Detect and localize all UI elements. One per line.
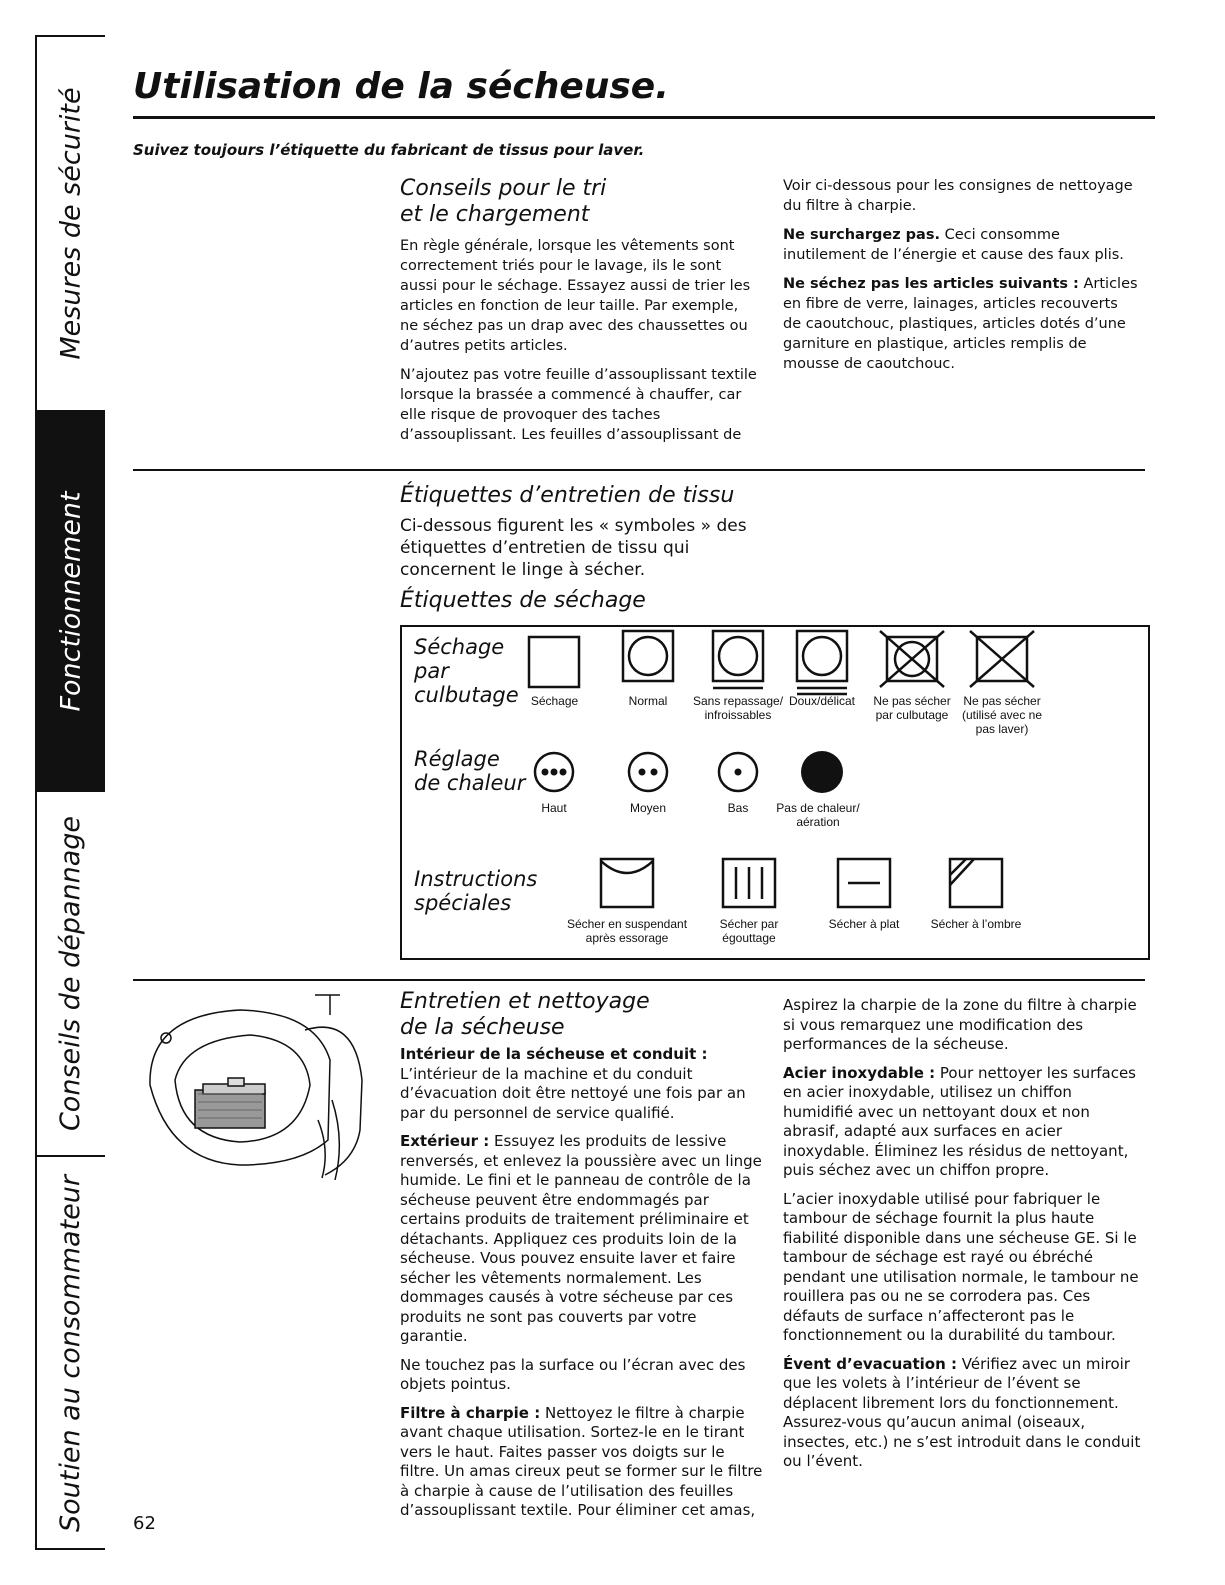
exterior-paragraph: Extérieur : Essuyez les produits de lessive renversés, et enlevez la poussière avec un linge humide. Le fini et le panneau de contrôle de la sécheuse peuvent être endommagés par certains produits de traitement préliminaire et détachants. Appliquez ces produits loin de la sécheuse. Vous pouvez ensuite laver et faire sécher les vêtements normalement. Les dommages causés à votre sécheuse par ces produits ne sont pas couverts par votre garantie. — [400, 1132, 762, 1345]
special-row-heading: Instructions spéciales — [414, 867, 538, 915]
symbol-tumble-dry — [529, 637, 579, 687]
care-labels-heading: Étiquettes d’entretien de tissu — [400, 483, 735, 508]
label-bas: Bas — [727, 801, 749, 815]
sorting-left-column — [400, 176, 760, 454]
label-moyen: Moyen — [629, 801, 667, 815]
symbol-heat-medium — [629, 753, 667, 791]
maintenance-heading: Entretien et nettoyage de la sécheuse — [400, 989, 650, 1040]
sorting-paragraph-4: Ne surchargez pas. Ceci consomme inutilement de l’énergie et cause des faux plis. — [783, 227, 1124, 263]
drying-labels-heading: Étiquettes de séchage — [400, 588, 646, 613]
vent-paragraph: Évent d’evacuation : Vérifiez avec un miroir que les volets à l’intérieur de l’évent se déplacent librement lors du fonctionnement. Assurez-vous qu’aucun animal (oiseaux, insectes, etc.) ne s’est introduit dans le conduit ou l’évent. — [783, 1354, 1141, 1470]
sorting-heading: Conseils pour le tri et le chargement — [400, 176, 607, 227]
symbol-tumble-normal — [623, 631, 673, 681]
tab-mesures-de-securite[interactable]: Mesures de sécurité — [37, 37, 105, 412]
no-touch-paragraph: Ne touchez pas la surface ou l’écran avec des objets pointus. — [400, 1355, 746, 1393]
sorting-paragraph-3: Voir ci-dessous pour les consignes de nettoyage du filtre à charpie. — [783, 178, 1133, 214]
maintenance-left-column — [400, 989, 765, 1530]
label-secher-en-suspendant: Sécher en suspendant après essorage — [566, 917, 688, 945]
lint-filter-illustration — [140, 990, 365, 1190]
sorting-paragraph-2: N’ajoutez pas votre feuille d’assouplissant textile lorsque la brassée a commencé à chauffer, car elle risque de provoquer des taches d’assouplissant. Les feuilles d’assouplissant de — [400, 367, 757, 443]
label-secher-a-lombre: Sécher à l’ombre — [930, 917, 1022, 931]
tumble-row-heading: Séchage par culbutage — [414, 635, 519, 707]
tab-soutien-au-consommateur[interactable]: Soutien au consommateur — [55, 1174, 87, 1533]
symbol-tumble-permanent-press — [713, 631, 763, 681]
drum-paragraph: L’acier inoxydable utilisé pour fabriquer le tambour de séchage fournit la plus haute fiabilité disponible dans une sécheuse GE. Si le tambour de séchage est rayé ou ébréché pendant une utilisation normale, le tambour ne rouillera pas ou ne se corrodera pas. Ces défauts de surface n’affecteront pas le fonctionnement ou la durabilité du tambour. — [783, 1189, 1139, 1344]
symbol-no-heat — [801, 751, 843, 793]
page-number: 62 — [133, 1513, 156, 1534]
sorting-paragraph-5: Ne séchez pas les articles suivants : Articles en fibre de verre, lainages, articles recouverts de caoutchouc, plastiques, articles dotés d’une garniture en plastique, articles remplis de mousse de caoutchouc. — [783, 276, 1138, 372]
steel-paragraph: Acier inoxydable : Pour nettoyer les surfaces en acier inoxydable, utilisez un chiffon humidifié avec un nettoyant doux et non abrasif, adapté aux surfaces en acier inoxydable. Éliminez les résidus de nettoyant, puis séchez avec un chiffon propre. — [783, 1063, 1137, 1179]
page-title: Utilisation de la sécheuse. — [133, 66, 669, 107]
heat-row-heading: Réglage de chaleur — [414, 747, 526, 795]
maintenance-right-column — [783, 996, 1145, 1481]
tab-fonctionnement[interactable]: Fonctionnement — [37, 412, 105, 792]
label-pas-de-chaleur: Pas de chaleur/ aération — [776, 801, 860, 829]
lint-filter-paragraph: Filtre à charpie : Nettoyez le filtre à charpie avant chaque utilisation. Sortez-le en le tirant vers le haut. Faites passer vos doigts sur le filtre. Un amas cireux peut se former sur le filtre à charpie à cause de l’utilisation des feuilles d’assouplissant textile. Pour éliminer cet amas, — [400, 1403, 763, 1519]
label-secher-par-egouttage: Sécher par égouttage — [719, 917, 779, 945]
label-normal: Normal — [628, 694, 668, 708]
section-divider-2 — [133, 979, 1145, 981]
symbol-tumble-delicate — [797, 631, 847, 681]
section-divider-1 — [133, 469, 1145, 471]
side-tabs — [35, 35, 105, 1550]
title-rule — [133, 116, 1155, 119]
label-haut: Haut — [541, 801, 567, 815]
drying-symbols-box — [400, 625, 1150, 960]
sorting-right-column — [783, 176, 1138, 383]
vacuum-paragraph: Aspirez la charpie de la zone du filtre à charpie si vous remarquez une modification des performances de la sécheuse. — [783, 996, 1137, 1053]
label-ne-pas-secher-culbutage: Ne pas sécher par culbutage — [873, 694, 951, 722]
label-doux-delicat: Doux/délicat — [788, 694, 856, 708]
tab-conseils-de-depannage[interactable]: Conseils de dépannage — [37, 792, 105, 1157]
label-ne-pas-secher: Ne pas sécher (utilisé avec ne pas laver) — [961, 694, 1043, 736]
care-labels-intro: Ci-dessous figurent les « symboles » des étiquettes d’entretien de tissu qui concernent le linge à sécher. — [400, 516, 747, 580]
care-labels-section — [400, 483, 1140, 614]
sorting-paragraph-1: En règle générale, lorsque les vêtements sont correctement triés pour le lavage, ils le sont aussi pour le séchage. Essayez aussi de trier les articles en fonction de leur taille. Par exemple, ne séchez pas un drap avec des chaussettes ou d’autres petits articles. — [400, 238, 751, 354]
label-secher-a-plat: Sécher à plat — [828, 917, 900, 931]
label-sechage: Séchage — [530, 694, 579, 708]
label-sans-repassage: Sans repassage/ infroissables — [692, 694, 784, 722]
page-subtitle: Suivez toujours l’étiquette du fabricant de tissus pour laver. — [133, 141, 645, 159]
interior-paragraph: Intérieur de la sécheuse et conduit : L’intérieur de la machine et du conduit d’évacuation doit être nettoyé une fois par an par du personnel de service qualifié. — [400, 1045, 746, 1122]
